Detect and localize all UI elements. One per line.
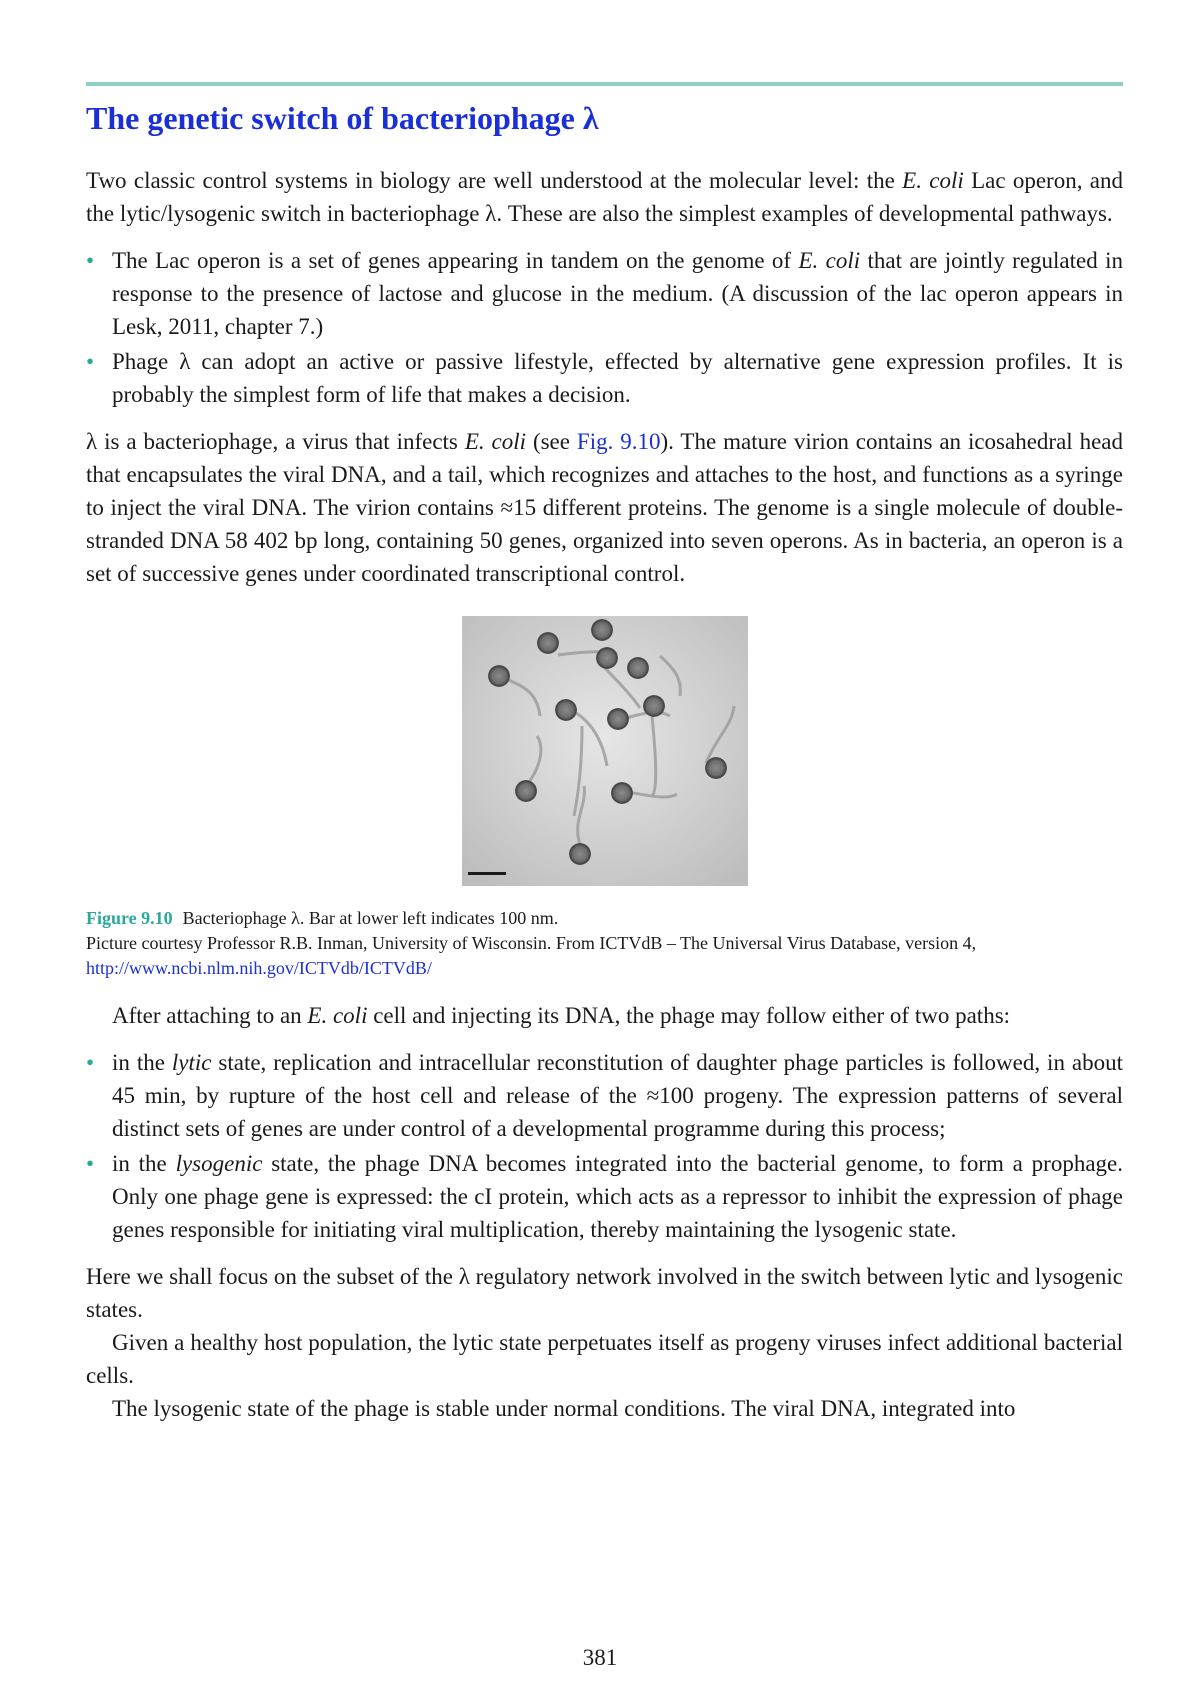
bullet-text: state, the phage DNA becomes integrated into the bacterial genome, to form a prophage. Only one phage gene is expressed: the cI protein, which acts as a repressor to inhibit the expression of phage genes responsible for initiating viral multiplication, thereby maintaining the lysogenic state. (112, 1151, 1123, 1242)
bullet-text: Phage λ can adopt an active or passive lifestyle, effected by alternative gene expression profiles. It is probably the simplest form of life that makes a decision. (112, 349, 1123, 407)
bullet-em: E. coli (798, 248, 861, 273)
bullet-text: that are jointly regulated in response to the presence of lactose and glucose in the medium. (A discussion of the lac operon appears in Lesk, 2011, chapter 7.) (112, 248, 1123, 339)
list-item (86, 345, 1123, 411)
lysogenic-paragraph: The lysogenic state of the phage is stable under normal conditions. The viral DNA, integrated into (112, 1396, 1016, 1421)
ictvdb-link[interactable]: http://www.ncbi.nlm.nih.gov/ICTVdb/ICTVdB/ (86, 958, 432, 978)
page-content (86, 96, 1123, 1425)
figure-credit-text: Picture courtesy Professor R.B. Inman, University of Wisconsin. From ICTVdB – The Universal Virus Database, version 4, (86, 933, 977, 953)
figure-label: Figure 9.10 (86, 908, 173, 928)
micrograph-illustration (462, 616, 748, 886)
after-text-1: After attaching to an (112, 1003, 308, 1028)
page-number: 381 (582, 1645, 618, 1670)
list-item (86, 1046, 1123, 1145)
bullet-em: lysogenic (175, 1151, 263, 1176)
bullet-icon: • (86, 248, 95, 273)
list-item (86, 244, 1123, 343)
intro-text-1: Two classic control systems in biology are well understood at the molecular level: the (86, 168, 903, 193)
intro-paragraph (86, 164, 1123, 230)
bullet-list-2 (86, 1046, 1123, 1246)
intro-text-2: Lac operon, and the lytic/lysogenic switch in bacteriophage λ. These are also the simplest examples of developmental pathways. (86, 168, 1123, 226)
figure-image (462, 616, 748, 886)
bullet-icon: • (86, 1151, 95, 1176)
virion-text-2: (see (526, 429, 577, 454)
virion-text-1: λ is a bacteriophage, a virus that infects (86, 429, 465, 454)
figure-caption-text: Bacteriophage λ. Bar at lower left indicates 100 nm. (182, 908, 559, 928)
bullet-icon: • (86, 349, 95, 374)
bullet-list-1 (86, 244, 1123, 411)
healthy-paragraph: Given a healthy host population, the lytic state perpetuates itself as progeny viruses infect additional bacterial cells. (86, 1330, 1123, 1388)
bullet-text: The Lac operon is a set of genes appearing in tandem on the genome of (112, 248, 799, 273)
header-rule (86, 82, 1123, 86)
intro-ecoli: E. coli (902, 168, 964, 193)
virion-text-3: ). The mature virion contains an icosahedral head that encapsulates the viral DNA, and a tail, which recognizes and attaches to the host, and functions as a syringe to inject the viral DNA. The virion contains ≈15 different proteins. The genome is a single molecule of double-stranded DNA 58 402 bp long, containing 50 genes, organized into seven operons. As in bacteria, an operon is a set of successive genes under coordinated transcriptional control. (86, 429, 1124, 586)
caption-credit (86, 931, 1123, 981)
bullet-text: state, replication and intracellular reconstitution of daughter phage particles is followed, in about 45 min, by rupture of the host cell and release of the ≈100 progeny. The expression patterns of several distinct sets of genes are under control of a developmental programme during this process; (112, 1050, 1123, 1141)
figure-caption (86, 906, 1123, 981)
bullet-text: in the (112, 1151, 176, 1176)
list-item (86, 1147, 1123, 1246)
virion-paragraph (86, 425, 1123, 590)
bullet-text: in the (112, 1050, 172, 1075)
scale-bar (468, 872, 506, 875)
virion-ecoli: E. coli (464, 429, 527, 454)
focus-paragraph: Here we shall focus on the subset of the λ regulatory network involved in the switch between lytic and lysogenic states. (86, 1264, 1123, 1322)
after-ecoli: E. coli (307, 1003, 368, 1028)
section-title: The genetic switch of bacteriophage λ (86, 100, 599, 136)
bullet-em: lytic (171, 1050, 212, 1075)
bullet-icon: • (86, 1050, 95, 1075)
figure-reference-link[interactable]: Fig. 9.10 (576, 429, 661, 454)
caption-line-1 (86, 906, 1123, 931)
after-text-2: cell and injecting its DNA, the phage may follow either of two paths: (367, 1003, 1011, 1028)
after-paragraph (86, 999, 1123, 1032)
